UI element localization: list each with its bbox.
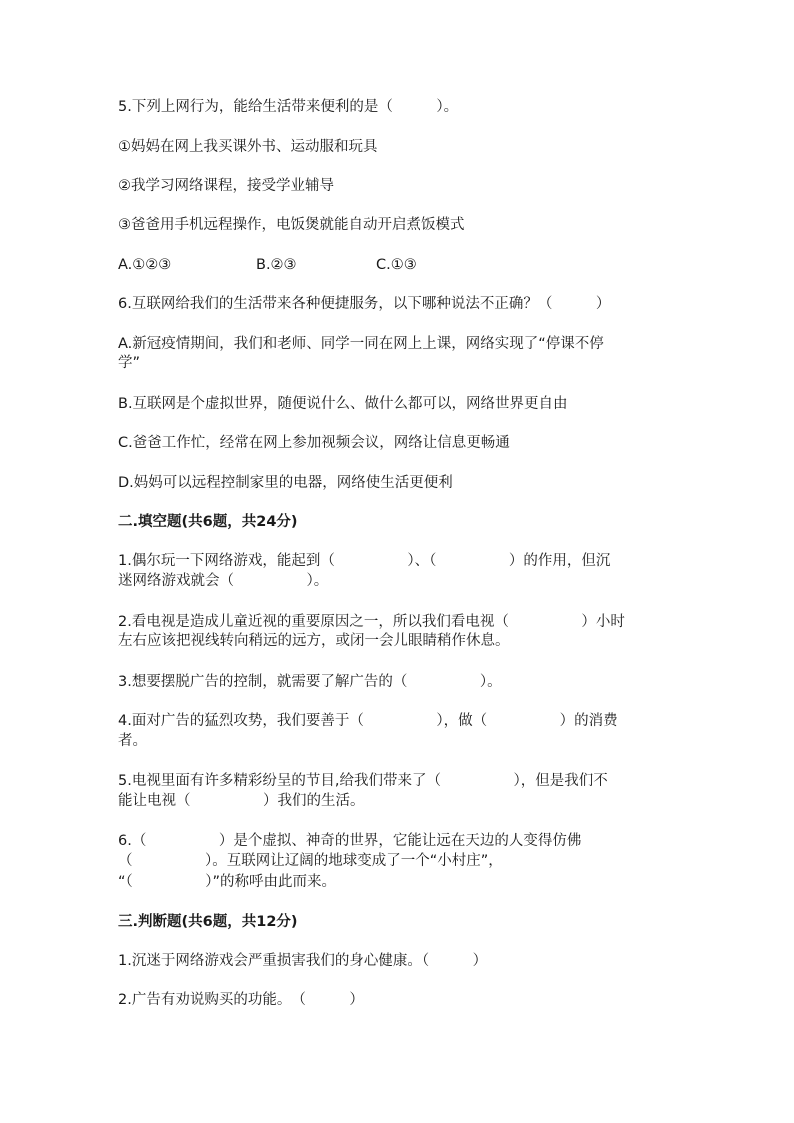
q5-option-c: C.①③ — [376, 257, 417, 273]
q6-option-a-line1: A.新冠疫情期间，我们和老师、同学一同在网上上课，网络实现了“停课不停 — [118, 336, 604, 352]
q6-option-b: B.互联网是个虚拟世界，随便说什么、做什么都可以，网络世界更自由 — [118, 396, 568, 412]
judge-1: 1.沉迷于网络游戏会严重损害我们的身心健康。（ ） — [118, 953, 488, 969]
fill-2-line1: 2.看电视是造成儿童近视的重要原因之一，所以我们看电视（ ）小时 — [118, 614, 625, 630]
section-3-heading: 三.判断题(共6题，共12分) — [118, 914, 298, 930]
q5-item-3: ③爸爸用手机远程操作，电饭煲就能自动开启煮饭模式 — [118, 217, 465, 233]
q5-item-1: ①妈妈在网上我买课外书、运动服和玩具 — [118, 139, 378, 155]
fill-4-line2: 者。 — [118, 733, 147, 749]
fill-3: 3.想要摆脱广告的控制，就需要了解广告的（ ）。 — [118, 674, 502, 690]
judge-2: 2.广告有劝说购买的功能。 （ ） — [118, 992, 364, 1008]
fill-5-line2: 能让电视（ ）我们的生活。 — [118, 793, 365, 809]
q6-stem: 6.互联网给我们的生活带来各种便捷服务，以下哪种说法不正确？（ ） — [118, 296, 611, 312]
fill-6-line3: “（ ）”的称呼由此而来。 — [118, 874, 337, 890]
q6-option-c: C.爸爸工作忙，经常在网上参加视频会议，网络让信息更畅通 — [118, 435, 510, 451]
q5-option-b: B.②③ — [256, 257, 297, 273]
fill-5-line1: 5.电视里面有许多精彩纷呈的节目,给我们带来了（ ），但是我们不 — [118, 773, 608, 789]
q5-stem: 5.下列上网行为，能给生活带来便利的是（ ）。 — [118, 99, 459, 115]
fill-1-line1: 1.偶尔玩一下网络游戏，能起到（ ）、（ ）的作用，但沉 — [118, 553, 611, 569]
fill-4-line1: 4.面对广告的猛烈攻势，我们要善于（ ），做（ ）的消费 — [118, 713, 618, 729]
q5-option-a: A.①②③ — [118, 257, 172, 273]
q5-item-2: ②我学习网络课程，接受学业辅导 — [118, 178, 334, 194]
q5-options — [118, 255, 678, 275]
q6-option-d: D.妈妈可以远程控制家里的电器，网络使生活更便利 — [118, 475, 453, 491]
fill-1-line2: 迷网络游戏就会（ ）。 — [118, 573, 329, 589]
fill-6-line1: 6.（ ）是个虚拟、神奇的世界，它能让远在天边的人变得仿佛 — [118, 833, 582, 849]
section-2-heading: 二.填空题(共6题，共24分) — [118, 514, 298, 530]
q6-option-a-line2: 学” — [118, 355, 141, 371]
fill-2-line2: 左右应该把视线转向稍远的远方，或闭一会儿眼睛稍作休息。 — [118, 633, 510, 649]
fill-6-line2: （ ）。互联网让辽阔的地球变成了一个“小村庄”， — [118, 853, 503, 869]
